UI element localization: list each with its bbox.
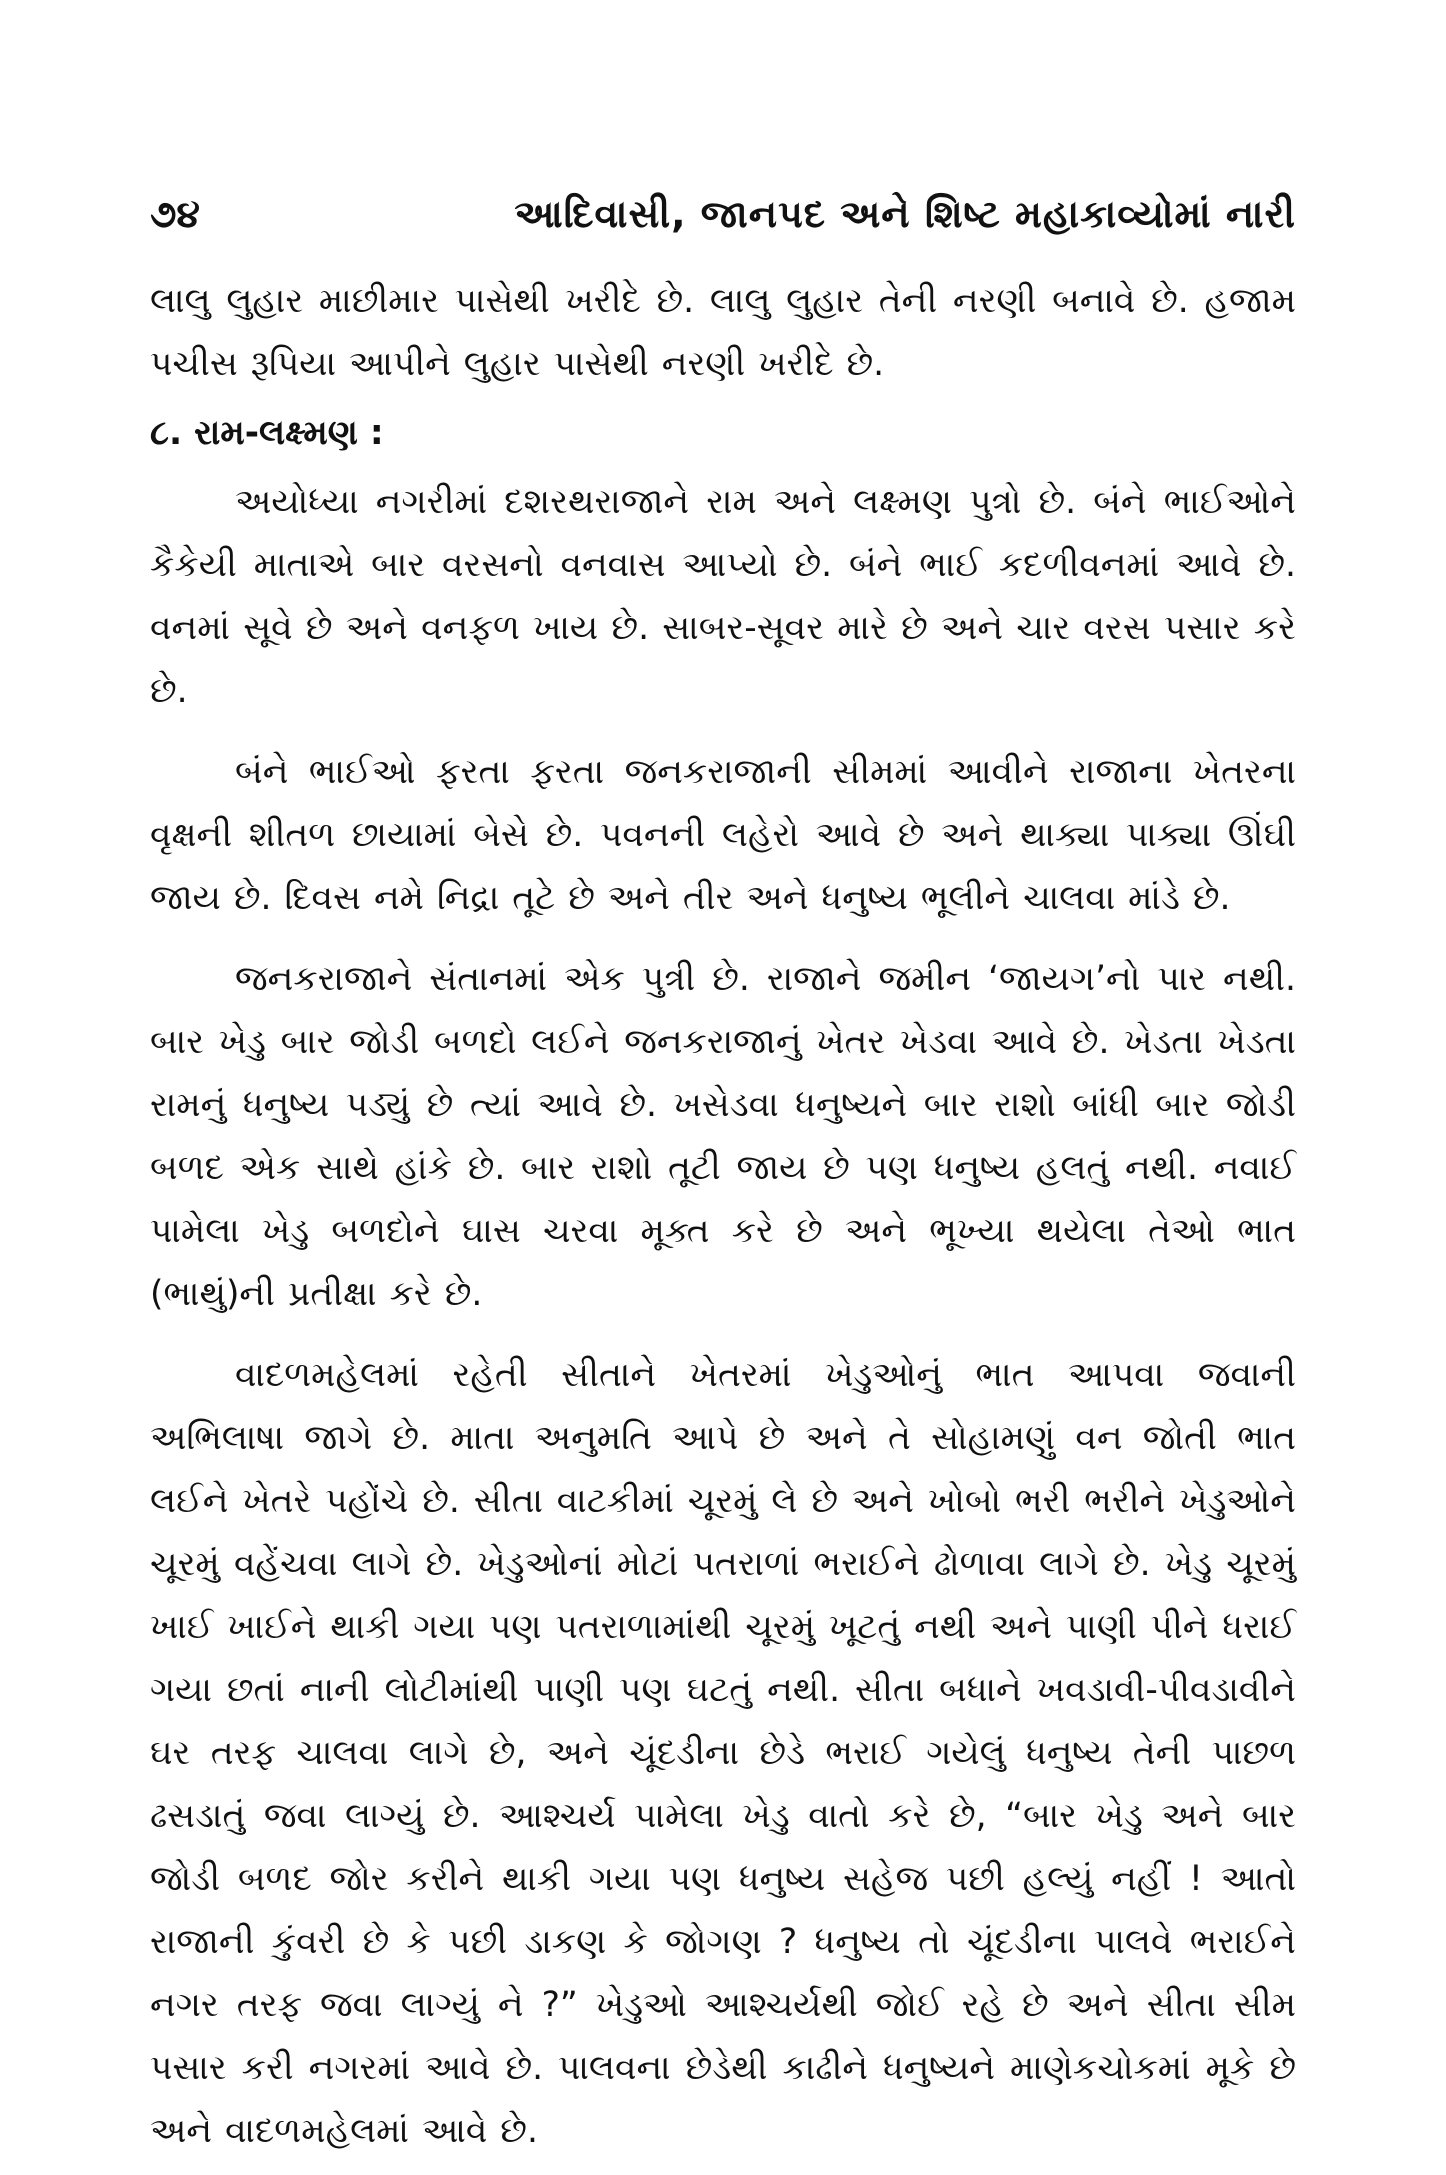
paragraph-3: જનકરાજાને સંતાનમાં એક પુત્રી છે. રાજાને જમીન ‘જાયગ’નો પાર નથી. બાર ખેડુ બાર જોડી બળદો લઈને જનકરાજાનું ખેતર ખેડવા આવે છે. ખેડતા ખેડતા રામનું ધનુષ્ય પડ્યું છે ત્યાં આવે છે. ખસેડવા ધનુષ્યને બાર રાશો બાંધી બાર જોડી બળદ એક સાથે હાંકે છે. બાર રાશો તૂટી જાય છે પણ ધનુષ્ય હલતું નથી. નવાઈ પામેલા ખેડુ બળદોને ઘાસ ચરવા મૂક્ત કરે છે અને ભૂખ્યા થયેલા તેઓ ભાત (ભાથું)ની પ્રતીક્ષા કરે છે. [150, 959, 1296, 1314]
paragraph-4: વાદળમહેલમાં રહેતી સીતાને ખેતરમાં ખેડુઓનું ભાત આપવા જવાની અભિલાષા જાગે છે. માતા અનુમતિ આપે છે અને તે સોહામણું વન જોતી ભાત લઈને ખેતરે પહોંચે છે. સીતા વાટકીમાં ચૂરમું લે છે અને ખોબો ભરી ભરીને ખેડુઓને ચૂરમું વહેંચવા લાગે છે. ખેડુઓનાં મોટાં પતરાળાં ભરાઈને ઢોળાવા લાગે છે. ખેડુ ચૂરમું ખાઈ ખાઈને થાકી ગયા પણ પતરાળામાંથી ચૂરમું ખૂટતું નથી અને પાણી પીને ધરાઈ ગયા છતાં નાની લોટીમાંથી પાણી પણ ઘટતું નથી. સીતા બધાને ખવડાવી-પીવડાવીને ઘર તરફ ચાલવા લાગે છે, અને ચૂંદડીના છેડે ભરાઈ ગયેલું ધનુષ્ય તેની પાછળ ઢસડાતું જવા લાગ્યું છે. આશ્ચર્ય પામેલા ખેડુ વાતો કરે છે, “બાર ખેડુ અને બાર જોડી બળદ જોર કરીને થાકી ગયા પણ ધનુષ્ય સહેજ પછી હલ્યું નહીં ! આતો રાજાની કુંવરી છે કે પછી ડાકણ કે જોગણ ? ધનુષ્ય તો ચૂંદડીના પાલવે ભરાઈને નગર તરફ જવા લાગ્યું ને ?” ખેડુઓ આશ્ચર્યથી જોઈ રહે છે અને સીતા સીમ પસાર કરી નગરમાં આવે છે. પાલવના છેડેથી કાઢીને ધનુષ્યને માણેકચોકમાં મૂકે છે અને વાદળમહેલમાં આવે છે. [150, 1355, 1296, 2151]
page-number: ૭૪ [150, 192, 200, 236]
intro-paragraph: લાલુ લુહાર માછીમાર પાસેથી ખરીદે છે. લાલુ લુહાર તેની નરણી બનાવે છે. હજામ પચીસ રૂપિયા આપીને લુહાર પાસેથી નરણી ખરીદે છે. [150, 281, 1296, 384]
running-head [150, 188, 1296, 240]
book-page [150, 188, 1296, 2163]
paragraph-1: અયોધ્યા નગરીમાં દશરથરાજાને રામ અને લક્ષ્મણ પુત્રો છે. બંને ભાઈઓને કૈકેયી માતાએ બાર વરસનો વનવાસ આપ્યો છે. બંને ભાઈ કદળીવનમાં આવે છે. વનમાં સૂવે છે અને વનફળ ખાય છે. સાબર-સૂવર મારે છે અને ચાર વરસ પસાર કરે છે. [150, 482, 1296, 711]
running-head-title: આદિવાસી, જાનપદ અને શિષ્ટ મહાકાવ્યોમાં નારી [514, 192, 1296, 236]
paragraph-2: બંને ભાઈઓ ફરતા ફરતા જનકરાજાની સીમમાં આવીને રાજાના ખેતરના વૃક્ષની શીતળ છાયામાં બેસે છે. પવનની લહેરો આવે છે અને થાક્યા પાક્યા ઊંઘી જાય છે. દિવસ નમે નિદ્રા તૂટે છે અને તીર અને ધનુષ્ય ભૂલીને ચાલવા માંડે છે. [150, 752, 1296, 918]
section-heading: ૮. રામ-લક્ષ્મણ : [150, 413, 384, 453]
